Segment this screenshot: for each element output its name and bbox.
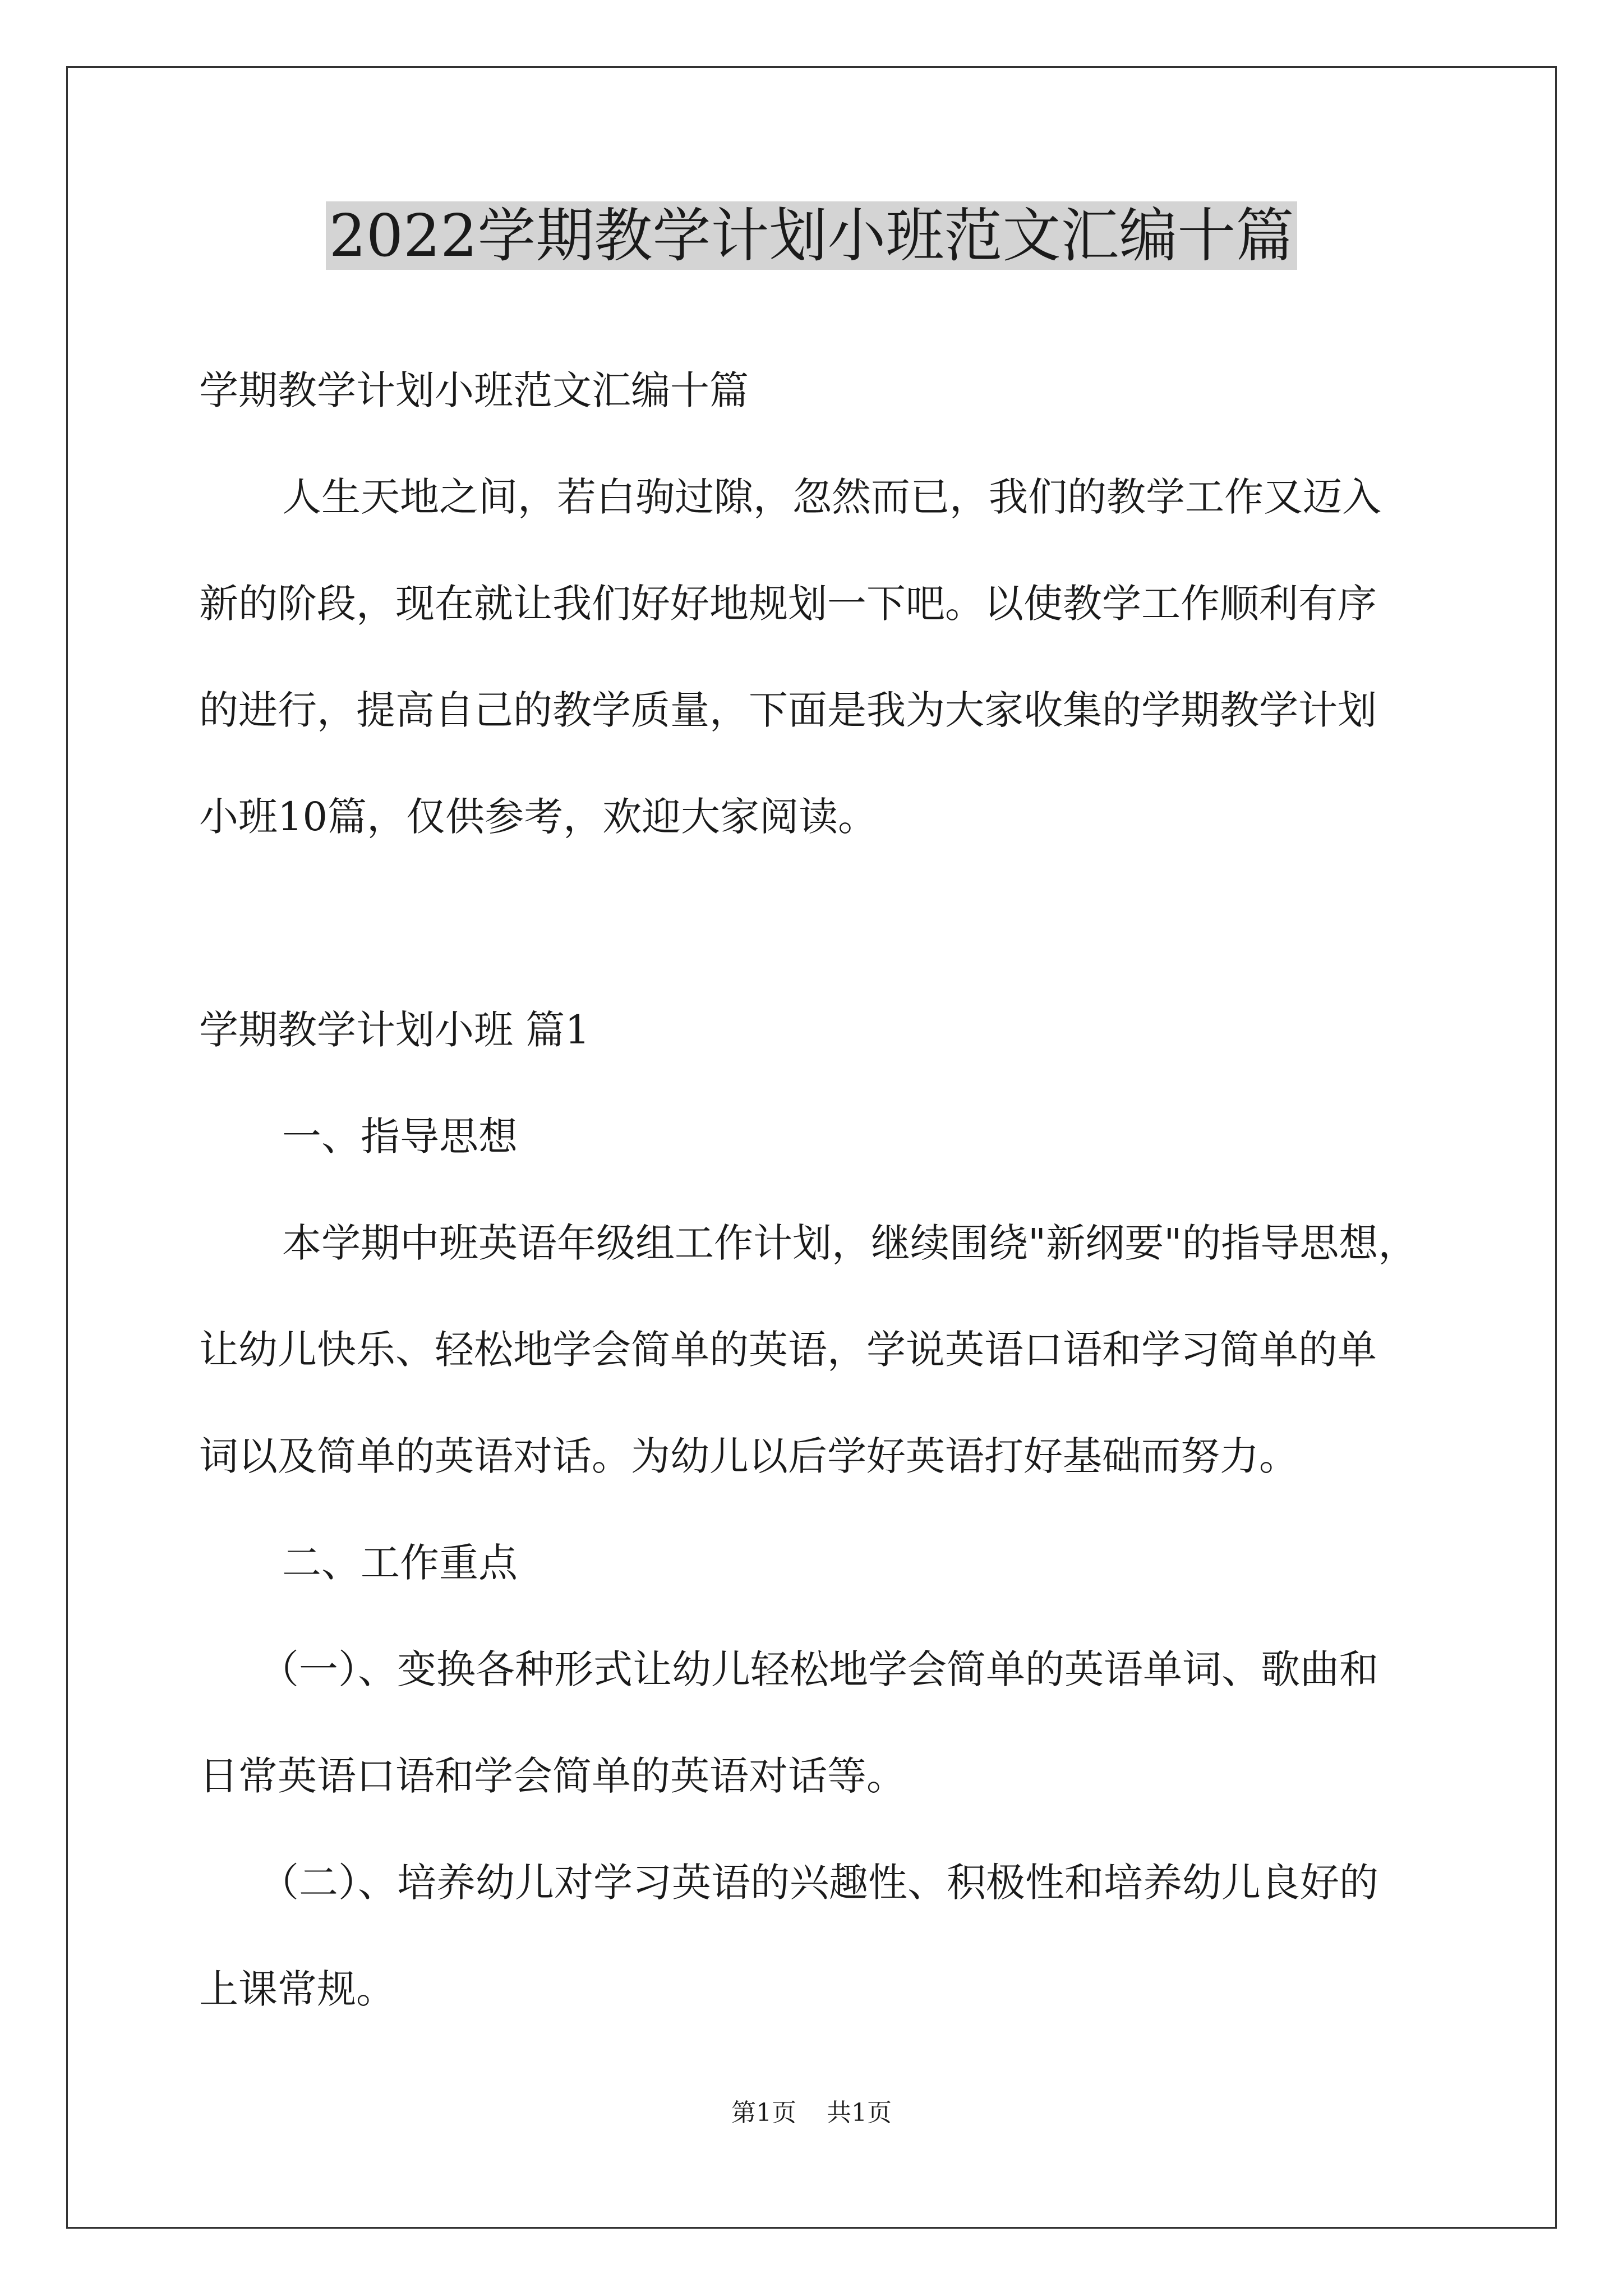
document-body bbox=[199, 0, 1438, 2296]
heading-guiding-thought: 一、指导思想 bbox=[282, 1114, 518, 1159]
intro-line: 人生天地之间，若白驹过隙，忽然而已，我们的教学工作又迈入 bbox=[282, 474, 1381, 520]
intro-line: 新的阶段，现在就让我们好好地规划一下吧。以使教学工作顺利有序 bbox=[199, 581, 1377, 627]
page-footer bbox=[0, 2092, 1623, 2128]
list-item-line: 日常英语口语和学会简单的英语对话等。 bbox=[199, 1753, 906, 1799]
list-item-line: 上课常规。 bbox=[199, 1966, 395, 2012]
document-subtitle: 学期教学计划小班范文汇编十篇 bbox=[199, 367, 749, 413]
paragraph-line: 本学期中班英语年级组工作计划，继续围绕"新纲要"的指导思想， bbox=[282, 1220, 1418, 1266]
paragraph-line: 让幼儿快乐、轻松地学会简单的英语，学说英语口语和学习简单的单 bbox=[199, 1327, 1377, 1373]
page-number-total: 共1页 bbox=[827, 2099, 892, 2127]
section-heading: 学期教学计划小班 篇1 bbox=[199, 1007, 590, 1053]
list-item-line: （一）、变换各种形式让幼儿轻松地学会简单的英语单词、歌曲和 bbox=[260, 1646, 1378, 1692]
intro-line: 的进行，提高自己的教学质量，下面是我为大家收集的学期教学计划 bbox=[199, 687, 1377, 733]
intro-line: 小班10篇，仅供参考，欢迎大家阅读。 bbox=[199, 794, 878, 840]
heading-work-focus: 二、工作重点 bbox=[282, 1540, 518, 1586]
page-number-current: 第1页 bbox=[731, 2099, 796, 2127]
paragraph-line: 词以及简单的英语对话。为幼儿以后学好英语打好基础而努力。 bbox=[199, 1433, 1298, 1479]
list-item-line: （二）、培养幼儿对学习英语的兴趣性、积极性和培养幼儿良好的 bbox=[260, 1860, 1378, 1906]
document-title-text: 2022学期教学计划小班范文汇编十篇 bbox=[326, 201, 1298, 270]
